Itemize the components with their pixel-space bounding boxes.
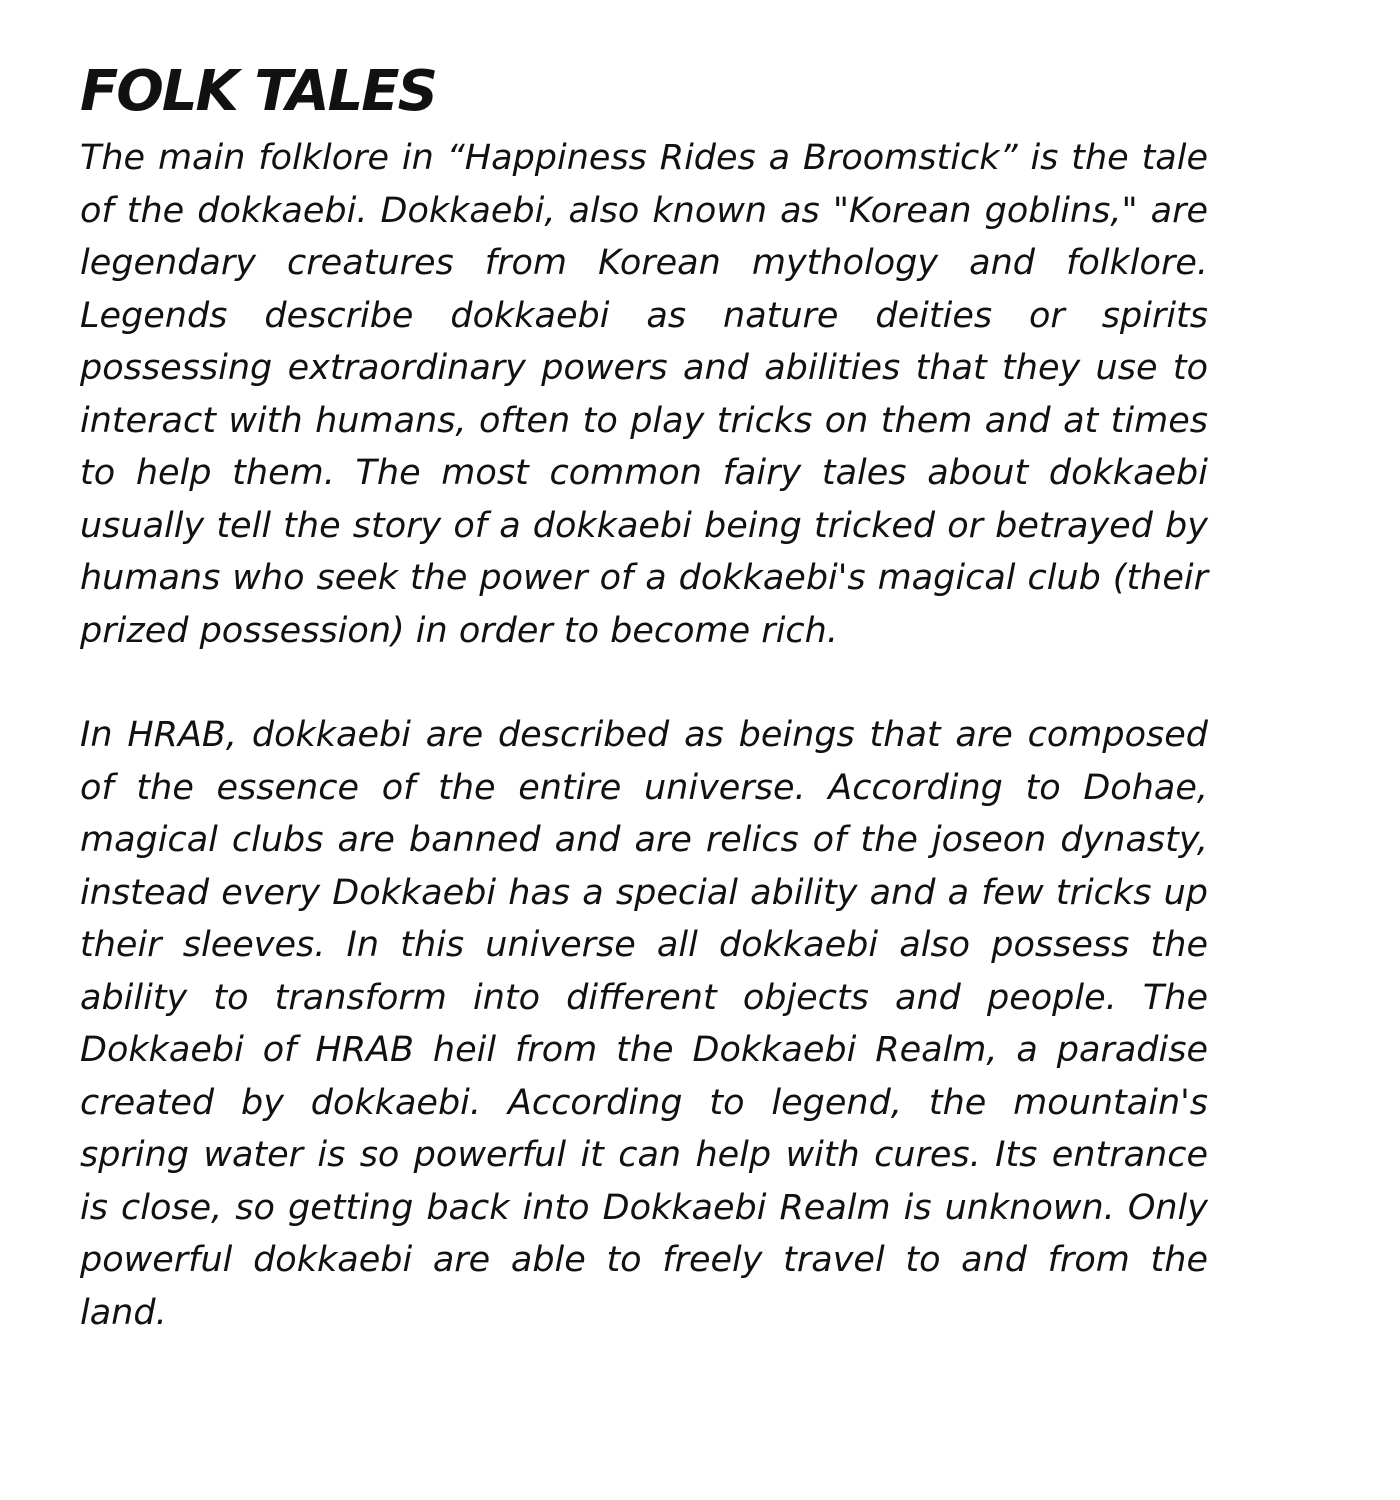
paragraph-hrab-dokkaebi: In HRAB, dokkaebi are described as beings that are composed of the essence of the entire universe. According to Dohae, magical clubs are banned and are relics of the joseon dynasty, instead every Dokkaebi has a special ability and a few tricks up their sleeves. In this universe all dokkaebi also possess the ability to transform into different objects and people. The Dokkaebi of HRAB heil from the Dokkaebi Realm, a paradise created by dokkaebi. According to legend, the mountain's spring water is so powerful it can help with cures. Its entrance is close, so getting back into Dokkaebi Realm is unknown. Only powerful dokkaebi are able to freely travel to and from the land. bbox=[80, 715, 1208, 1333]
page-content bbox=[80, 52, 1208, 1339]
section-heading: FOLK TALES bbox=[80, 59, 436, 124]
paragraph-folklore-intro: The main folklore in “Happiness Rides a Broomstick” is the tale of the dokkaebi. Dokkaebi, also known as "Korean goblins," are legendary creatures from Korean mythology and folklore. Legends describe dokkaebi as nature deities or spirits possessing extraordinary powers and abilities that they use to interact with humans, often to play tricks on them and at times to help them. The most common fairy tales about dokkaebi usually tell the story of a dokkaebi being tricked or betrayed by humans who seek the power of a dokkaebi's magical club (their prized possession) in order to become rich. bbox=[80, 138, 1208, 651]
